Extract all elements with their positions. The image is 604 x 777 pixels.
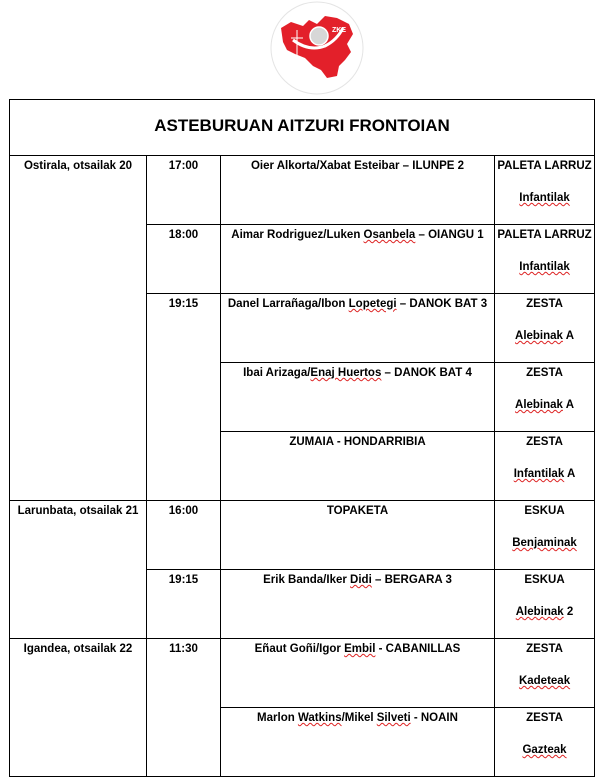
day-label: Ostirala, otsailak 20: [23, 160, 133, 172]
day-label: Igandea, otsailak 22: [23, 643, 133, 655]
time-label: 11:30: [169, 643, 198, 655]
category-cell: [495, 639, 595, 708]
time-label: 16:00: [168, 505, 199, 517]
category-cell: [495, 570, 595, 639]
schedule-table: [9, 99, 595, 777]
match-cell: [221, 570, 495, 639]
time-cell: [147, 156, 221, 225]
match-cell: [221, 225, 495, 294]
match-teams: TOPAKETA: [326, 505, 389, 517]
match-teams: Danel Larrañaga/Ibon Lopetegi – DANOK BAT 3: [227, 298, 488, 310]
time-cell: [147, 501, 221, 570]
match-cell: [221, 294, 495, 363]
logo-text: ZKE: [332, 27, 346, 34]
match-category: Gazteak: [522, 744, 567, 756]
category-cell: [495, 708, 595, 777]
time-label: 19:15: [168, 298, 199, 310]
match-teams: Oier Alkorta/Xabat Esteibar – ILUNPE 2: [250, 160, 465, 172]
match-category: Infantilak A: [513, 468, 576, 480]
category-cell: [495, 432, 595, 501]
match-discipline: ZESTA: [526, 712, 563, 724]
day-cell: [10, 156, 147, 501]
match-discipline: PALETA LARRUZ: [497, 160, 592, 172]
match-category: Infantilak: [519, 261, 570, 273]
match-discipline: ESKUA: [524, 574, 565, 586]
category-cell: [495, 156, 595, 225]
table-row: [10, 639, 595, 708]
time-label: 17:00: [168, 160, 199, 172]
match-teams: Aimar Rodriguez/Luken Osanbela – OIANGU 1: [231, 229, 484, 241]
match-discipline: ZESTA: [526, 298, 563, 310]
match-cell: [221, 363, 495, 432]
day-cell: [10, 639, 147, 777]
club-logo-graphic: [267, 0, 367, 96]
time-cell: [147, 225, 221, 294]
match-cell: [221, 432, 495, 501]
match-discipline: PALETA LARRUZ: [497, 229, 592, 241]
day-cell: [10, 501, 147, 639]
time-cell: [147, 639, 221, 777]
time-cell: [147, 294, 221, 501]
category-cell: [495, 225, 595, 294]
match-teams: Ibai Arizaga/Enaj Huertos – DANOK BAT 4: [243, 367, 472, 379]
match-category: Benjaminak: [512, 537, 577, 549]
day-label: Larunbata, otsailak 21: [17, 505, 139, 517]
match-cell: [221, 501, 495, 570]
time-cell: [147, 570, 221, 639]
time-label: 19:15: [168, 574, 199, 586]
time-label: 18:00: [168, 229, 199, 241]
match-discipline: ZESTA: [526, 367, 563, 379]
match-teams: Eñaut Goñi/Igor Embil - CABANILLAS: [254, 643, 461, 655]
match-discipline: ZESTA: [526, 643, 563, 655]
match-cell: [221, 639, 495, 708]
match-category: Alebinak A: [515, 399, 575, 411]
table-row: [10, 156, 595, 225]
category-cell: [495, 501, 595, 570]
match-teams: Erik Banda/Iker Didi – BERGARA 3: [263, 574, 452, 586]
match-category: Alebinak 2: [515, 606, 574, 618]
match-category: Infantilak: [519, 192, 570, 204]
table-row: [10, 501, 595, 570]
match-category: Alebinak A: [515, 330, 575, 342]
category-cell: [495, 294, 595, 363]
match-discipline: ESKUA: [524, 505, 565, 517]
club-logo: [267, 0, 367, 96]
match-discipline: ZESTA: [526, 436, 563, 448]
match-teams: Marlon Watkins/Mikel Silveti - NOAIN: [257, 712, 458, 724]
match-teams: ZUMAIA - HONDARRIBIA: [289, 436, 426, 448]
category-cell: [495, 363, 595, 432]
schedule-title: ASTEBURUAN AITZURI FRONTOIAN: [10, 100, 595, 156]
match-category: Kadeteak: [518, 675, 571, 687]
match-cell: [221, 156, 495, 225]
match-cell: [221, 708, 495, 777]
